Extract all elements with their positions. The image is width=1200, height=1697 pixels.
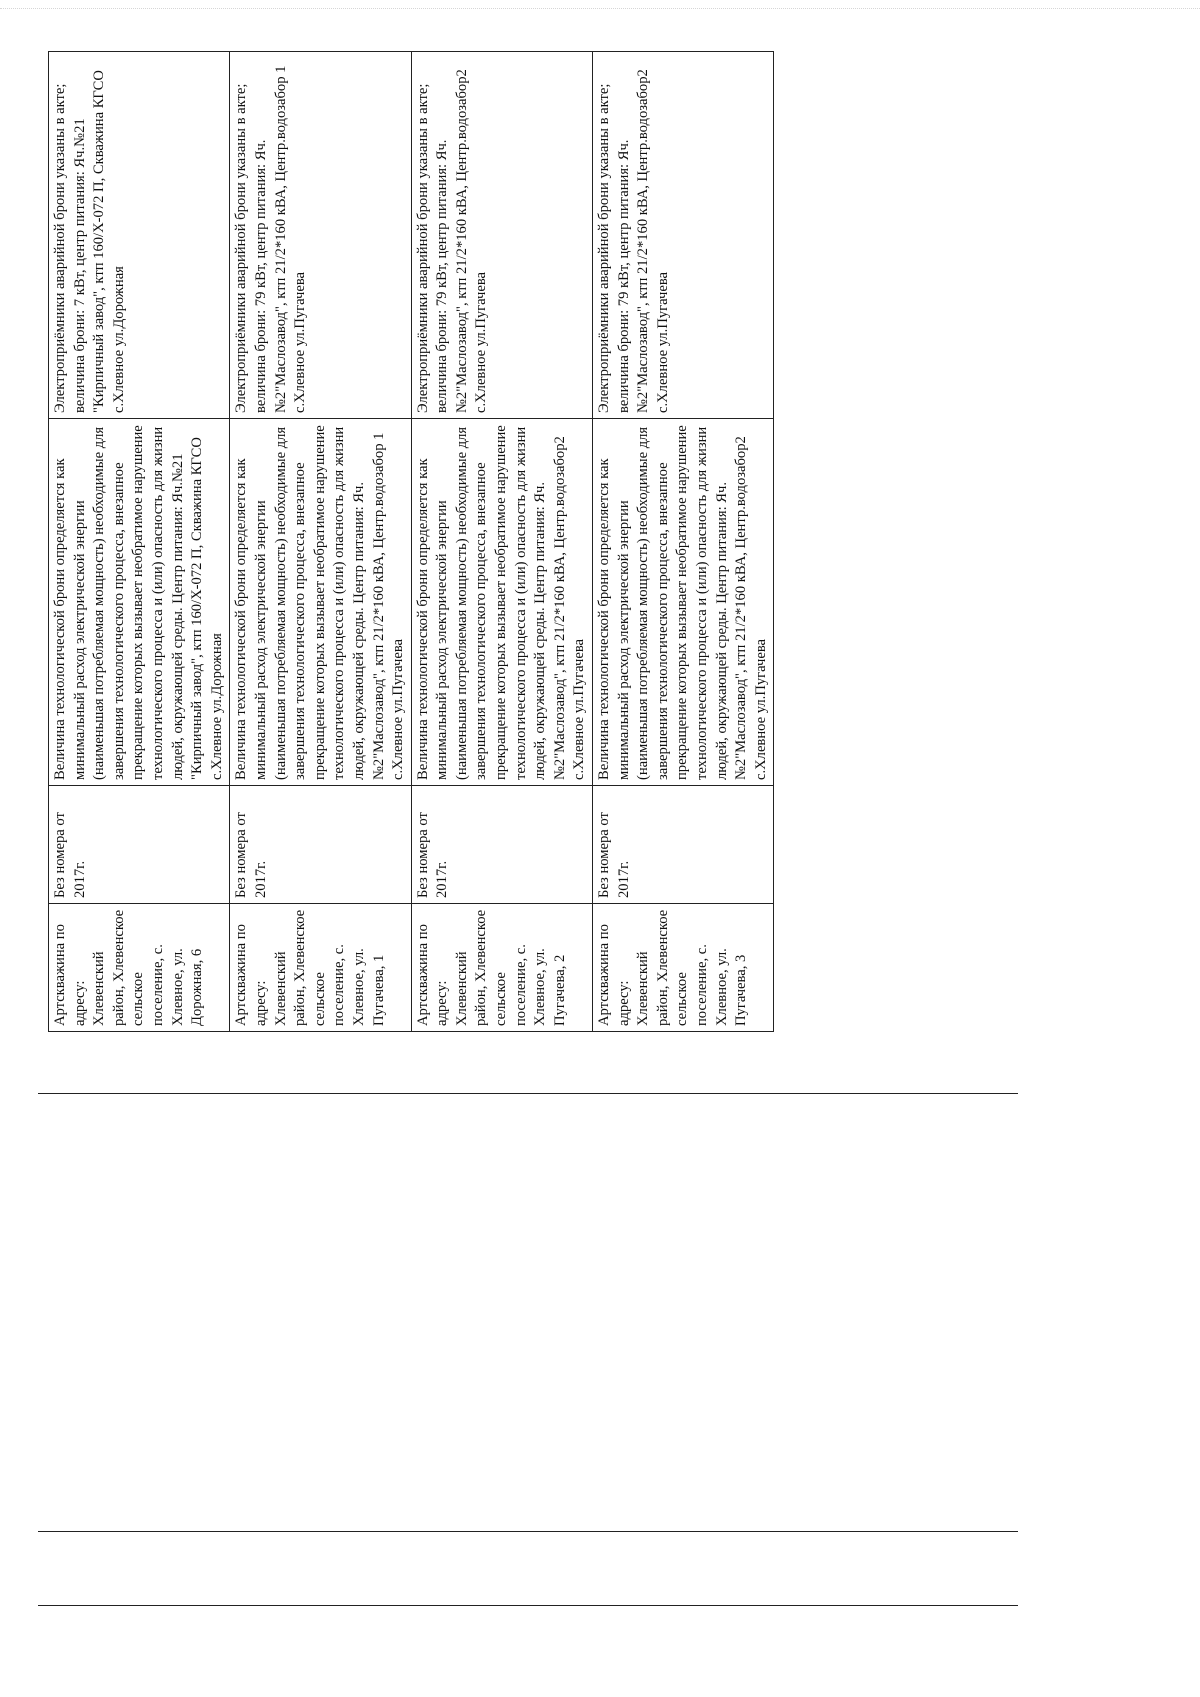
act-cell: Без номера от 2017г. bbox=[411, 786, 592, 904]
page-top-edge bbox=[0, 0, 1200, 9]
object-cell: Артскважина по адресу: Хлевенский район, Хлевенское сельское поселение, с. Хлевное, ул. Дорожная, 6 bbox=[49, 904, 230, 1032]
tech-reserve-cell: Величина технологической брони определяется как минимальный расход электрической энергии (наименьшая потребляемая мощность) необходимые для завершения технологического процесса, внезапное прекращение которых вызывает необратимое нарушение технологического процесса и (или) опасность для жизни людей, окружающей среды. Центр питания: Яч. №2"Маслозавод", ктп 21/2*160 кВА, Центр.водозабор2 с.Хлевное ул.Пугачева bbox=[593, 419, 774, 786]
object-cell: Артскважина по адресу: Хлевенский район, Хлевенское сельское поселение, с. Хлевное, ул. Пугачева, 2 bbox=[411, 904, 592, 1032]
table-row bbox=[411, 52, 592, 1032]
table-row bbox=[230, 52, 411, 1032]
emergency-reserve-cell: Электроприёмники аварийной брони указаны в акте; величина брони: 79 кВт, центр питания: Яч. №2"Маслозавод", ктп 21/2*160 кВА, Центр.водозабор2 с.Хлевное ул.Пугачева bbox=[593, 52, 774, 419]
act-cell: Без номера от 2017г. bbox=[49, 786, 230, 904]
tech-reserve-cell: Величина технологической брони определяется как минимальный расход электрической энергии (наименьшая потребляемая мощность) необходимые для завершения технологического процесса, внезапное прекращение которых вызывает необратимое нарушение технологического процесса и (или) опасность для жизни людей, окружающей среды. Центр питания: Яч.№21 "Кирпичный завод", ктп 160/Х-072 П, Скважина КГСО с.Хлевное ул.Дорожная bbox=[49, 419, 230, 786]
signature-line bbox=[38, 1531, 1018, 1532]
table-row bbox=[49, 52, 230, 1032]
object-cell: Артскважина по адресу: Хлевенский район, Хлевенское сельское поселение, с. Хлевное, ул. Пугачева, 3 bbox=[593, 904, 774, 1032]
emergency-reserve-cell: Электроприёмники аварийной брони указаны в акте; величина брони: 7 кВт, центр питания: Яч.№21 "Кирпичный завод", ктп 160/Х-072 П, Скважина КГСО с.Хлевное ул.Дорожная bbox=[49, 52, 230, 419]
signature-line bbox=[38, 1605, 1018, 1606]
act-cell: Без номера от 2017г. bbox=[593, 786, 774, 904]
table-row bbox=[593, 52, 774, 1032]
rotated-table-container bbox=[48, 52, 1028, 1026]
emergency-reserve-table bbox=[48, 51, 774, 1032]
act-cell: Без номера от 2017г. bbox=[230, 786, 411, 904]
signature-line bbox=[38, 1093, 1018, 1094]
tech-reserve-cell: Величина технологической брони определяется как минимальный расход электрической энергии (наименьшая потребляемая мощность) необходимые для завершения технологического процесса, внезапное прекращение которых вызывает необратимое нарушение технологического процесса и (или) опасность для жизни людей, окружающей среды. Центр питания: Яч. №2"Маслозавод", ктп 21/2*160 кВА, Центр.водозабор 1 с.Хлевное ул.Пугачева bbox=[230, 419, 411, 786]
tech-reserve-cell: Величина технологической брони определяется как минимальный расход электрической энергии (наименьшая потребляемая мощность) необходимые для завершения технологического процесса, внезапное прекращение которых вызывает необратимое нарушение технологического процесса и (или) опасность для жизни людей, окружающей среды. Центр питания: Яч. №2"Маслозавод", ктп 21/2*160 кВА, Центр.водозабор2 с.Хлевное ул.Пугачева bbox=[411, 419, 592, 786]
emergency-reserve-cell: Электроприёмники аварийной брони указаны в акте; величина брони: 79 кВт, центр питания: Яч. №2"Маслозавод", ктп 21/2*160 кВА, Центр.водозабор2 с.Хлевное ул.Пугачева bbox=[411, 52, 592, 419]
emergency-reserve-cell: Электроприёмники аварийной брони указаны в акте; величина брони: 79 кВт, центр питания: Яч. №2"Маслозавод", ктп 21/2*160 кВА, Центр.водозабор 1 с.Хлевное ул.Пугачева bbox=[230, 52, 411, 419]
rotated-table-inner bbox=[48, 52, 769, 1032]
object-cell: Артскважина по адресу: Хлевенский район, Хлевенское сельское поселение, с. Хлевное, ул. Пугачева, 1 bbox=[230, 904, 411, 1032]
